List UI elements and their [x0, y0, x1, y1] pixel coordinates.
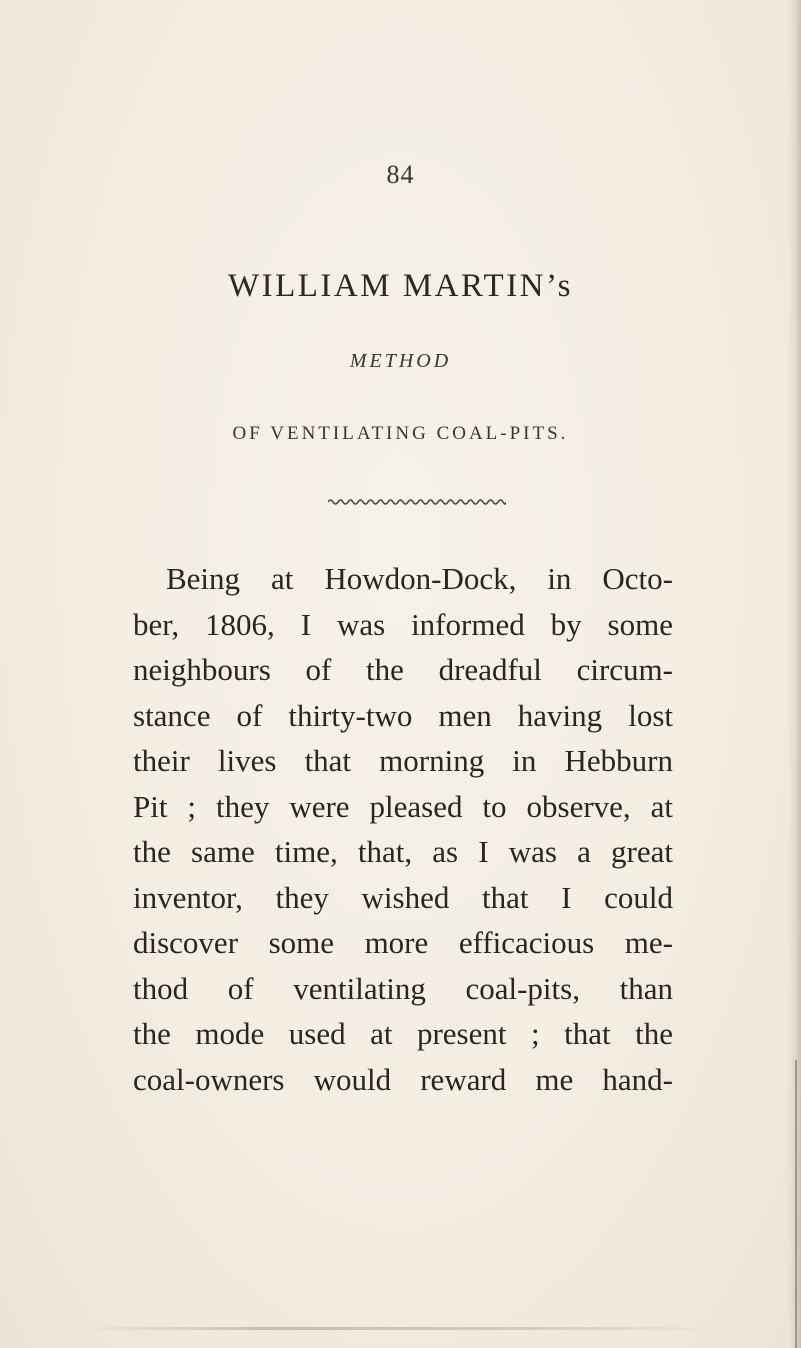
text-line: coal-owners would reward me hand- [133, 1061, 673, 1097]
text-line: the same time, that, as I was a great [133, 834, 673, 869]
page-edge-shadow [787, 0, 801, 1348]
text-line: Being at Howdon-Dock, in Octo- [166, 561, 673, 596]
text-line: inventor, they wished that I could [133, 879, 673, 915]
decorative-rule [328, 497, 506, 507]
chapter-subtitle: METHOD [349, 350, 452, 372]
text-line: discover some more efficacious me- [133, 925, 673, 960]
text-line: thod of ventilating coal-pits, than [133, 970, 673, 1006]
text-line: neighbours of the dreadful circum- [133, 652, 673, 687]
chapter-subtitle-secondary: OF VENTILATING COAL-PITS. [232, 423, 569, 444]
text-line: their lives that morning in Hebburn [133, 743, 673, 778]
text-line: ber, 1806, I was informed by some [133, 606, 673, 642]
text-line: Pit ; they were pleased to observe, at [133, 788, 673, 824]
text-line: the mode used at present ; that the [133, 1016, 673, 1051]
page-bottom-smudge [80, 1327, 720, 1330]
page-edge-line [795, 1060, 797, 1348]
page-number: 84 [386, 160, 415, 189]
chapter-title: WILLIAM MARTIN’s [227, 268, 574, 304]
text-line: stance of thirty-two men having lost [133, 697, 673, 733]
body-paragraph [133, 556, 673, 1102]
